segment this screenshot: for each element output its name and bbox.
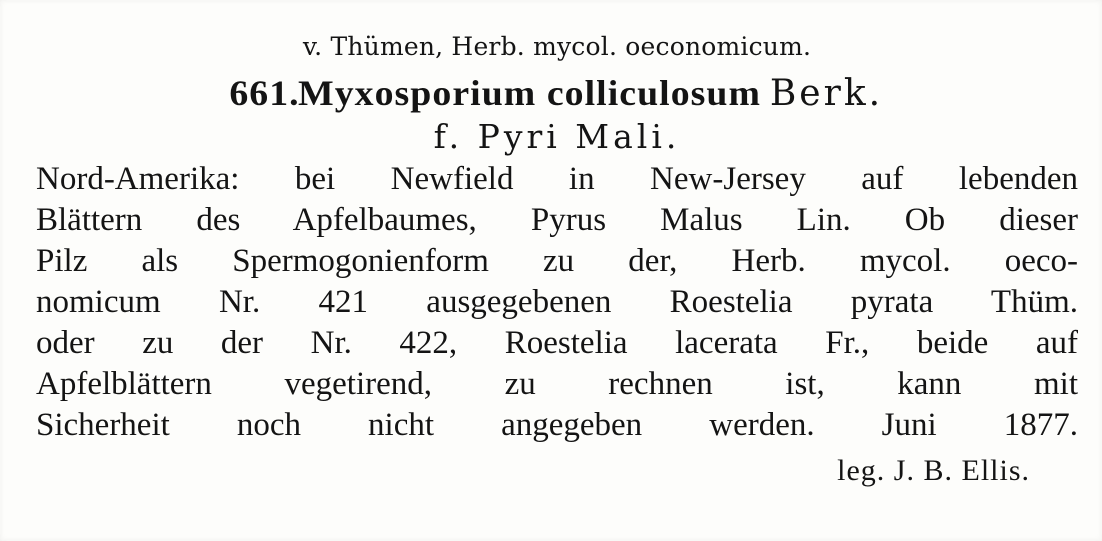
description-line: oder zu der Nr. 422, Roestelia lacerata Fr., beide auf <box>36 325 1078 361</box>
description-line: Nord-Amerika: bei Newfield in New-Jersey auf lebenden <box>36 161 1078 197</box>
description-line: Apfelblättern vegetirend, zu rechnen ist, kann mit <box>36 366 1078 402</box>
species-name: Myxosporium colliculosum <box>298 73 762 113</box>
series-header: v. Thümen, Herb. mycol. oeconomicum. <box>302 32 812 61</box>
species-title <box>36 73 1078 114</box>
forma-name: f. Pyri Mali. <box>433 117 681 156</box>
description-line: nomicum Nr. 421 ausgegebenen Roestelia pyrata Thüm. <box>36 284 1078 320</box>
species-author: Berk. <box>769 73 884 114</box>
collector-credit: leg. J. B. Ellis. <box>837 454 1030 487</box>
exsiccata-number: 661. <box>229 73 300 113</box>
description-line: Sicherheit noch nicht angegeben werden. Juni 1877. <box>36 407 1078 443</box>
description-line: Pilz als Spermogonienform zu der, Herb. mycol. oeco- <box>36 243 1078 279</box>
description-line: Blättern des Apfelbaumes, Pyrus Malus Lin. Ob dieser <box>36 202 1078 238</box>
